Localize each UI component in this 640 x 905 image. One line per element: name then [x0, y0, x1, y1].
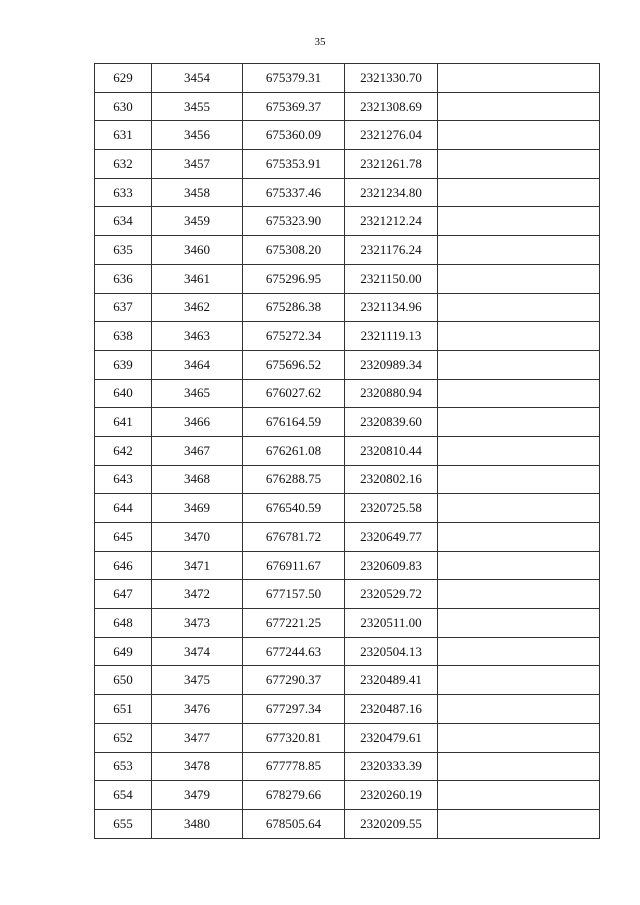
row-index-cell: 629	[95, 64, 152, 93]
note-cell	[438, 322, 600, 351]
note-cell	[438, 350, 600, 379]
x-coordinate-cell: 676164.59	[243, 408, 345, 437]
row-index-cell: 635	[95, 236, 152, 265]
row-index-cell: 632	[95, 150, 152, 179]
x-coordinate-cell: 675296.95	[243, 264, 345, 293]
point-number-cell: 3454	[152, 64, 243, 93]
note-cell	[438, 723, 600, 752]
row-index-cell: 643	[95, 465, 152, 494]
table-row	[95, 178, 600, 207]
note-cell	[438, 150, 600, 179]
point-number-cell: 3471	[152, 551, 243, 580]
table-row	[95, 809, 600, 838]
table-row	[95, 408, 600, 437]
y-coordinate-cell: 2320487.16	[345, 695, 438, 724]
table-row	[95, 523, 600, 552]
row-index-cell: 652	[95, 723, 152, 752]
row-index-cell: 645	[95, 523, 152, 552]
point-number-cell: 3465	[152, 379, 243, 408]
note-cell	[438, 264, 600, 293]
point-number-cell: 3459	[152, 207, 243, 236]
note-cell	[438, 695, 600, 724]
point-number-cell: 3468	[152, 465, 243, 494]
point-number-cell: 3476	[152, 695, 243, 724]
row-index-cell: 631	[95, 121, 152, 150]
table-row	[95, 150, 600, 179]
y-coordinate-cell: 2320209.55	[345, 809, 438, 838]
row-index-cell: 637	[95, 293, 152, 322]
note-cell	[438, 379, 600, 408]
table-row	[95, 264, 600, 293]
row-index-cell: 639	[95, 350, 152, 379]
point-number-cell: 3477	[152, 723, 243, 752]
point-number-cell: 3456	[152, 121, 243, 150]
table-row	[95, 436, 600, 465]
table-row	[95, 637, 600, 666]
note-cell	[438, 293, 600, 322]
point-number-cell: 3467	[152, 436, 243, 465]
note-cell	[438, 207, 600, 236]
table-row	[95, 494, 600, 523]
x-coordinate-cell: 676781.72	[243, 523, 345, 552]
x-coordinate-cell: 676911.67	[243, 551, 345, 580]
note-cell	[438, 178, 600, 207]
y-coordinate-cell: 2320802.16	[345, 465, 438, 494]
x-coordinate-cell: 676540.59	[243, 494, 345, 523]
x-coordinate-cell: 675308.20	[243, 236, 345, 265]
point-number-cell: 3460	[152, 236, 243, 265]
table-row	[95, 580, 600, 609]
note-cell	[438, 551, 600, 580]
table-row	[95, 64, 600, 93]
note-cell	[438, 637, 600, 666]
y-coordinate-cell: 2320880.94	[345, 379, 438, 408]
table-row	[95, 207, 600, 236]
y-coordinate-cell: 2320511.00	[345, 609, 438, 638]
note-cell	[438, 121, 600, 150]
table-row	[95, 379, 600, 408]
note-cell	[438, 92, 600, 121]
row-index-cell: 644	[95, 494, 152, 523]
point-number-cell: 3475	[152, 666, 243, 695]
y-coordinate-cell: 2321234.80	[345, 178, 438, 207]
point-number-cell: 3464	[152, 350, 243, 379]
table-body	[95, 64, 600, 839]
y-coordinate-cell: 2320260.19	[345, 781, 438, 810]
point-number-cell: 3474	[152, 637, 243, 666]
x-coordinate-cell: 675272.34	[243, 322, 345, 351]
x-coordinate-cell: 677221.25	[243, 609, 345, 638]
row-index-cell: 634	[95, 207, 152, 236]
x-coordinate-cell: 676261.08	[243, 436, 345, 465]
y-coordinate-cell: 2321261.78	[345, 150, 438, 179]
point-number-cell: 3462	[152, 293, 243, 322]
point-number-cell: 3480	[152, 809, 243, 838]
note-cell	[438, 494, 600, 523]
point-number-cell: 3478	[152, 752, 243, 781]
x-coordinate-cell: 677290.37	[243, 666, 345, 695]
y-coordinate-cell: 2320839.60	[345, 408, 438, 437]
y-coordinate-cell: 2320810.44	[345, 436, 438, 465]
point-number-cell: 3479	[152, 781, 243, 810]
row-index-cell: 630	[95, 92, 152, 121]
row-index-cell: 636	[95, 264, 152, 293]
point-number-cell: 3472	[152, 580, 243, 609]
x-coordinate-cell: 675323.90	[243, 207, 345, 236]
x-coordinate-cell: 678279.66	[243, 781, 345, 810]
table-row	[95, 293, 600, 322]
note-cell	[438, 236, 600, 265]
y-coordinate-cell: 2321276.04	[345, 121, 438, 150]
row-index-cell: 649	[95, 637, 152, 666]
table-row	[95, 236, 600, 265]
x-coordinate-cell: 678505.64	[243, 809, 345, 838]
table-row	[95, 609, 600, 638]
table-row	[95, 752, 600, 781]
note-cell	[438, 666, 600, 695]
table-row	[95, 551, 600, 580]
x-coordinate-cell: 675353.91	[243, 150, 345, 179]
table-row	[95, 92, 600, 121]
x-coordinate-cell: 675696.52	[243, 350, 345, 379]
row-index-cell: 638	[95, 322, 152, 351]
note-cell	[438, 436, 600, 465]
x-coordinate-cell: 675360.09	[243, 121, 345, 150]
table-row	[95, 465, 600, 494]
point-number-cell: 3466	[152, 408, 243, 437]
y-coordinate-cell: 2320479.61	[345, 723, 438, 752]
note-cell	[438, 580, 600, 609]
row-index-cell: 653	[95, 752, 152, 781]
x-coordinate-cell: 676288.75	[243, 465, 345, 494]
row-index-cell: 642	[95, 436, 152, 465]
table-row	[95, 666, 600, 695]
y-coordinate-cell: 2320725.58	[345, 494, 438, 523]
y-coordinate-cell: 2320609.83	[345, 551, 438, 580]
point-number-cell: 3455	[152, 92, 243, 121]
table-row	[95, 723, 600, 752]
y-coordinate-cell: 2321176.24	[345, 236, 438, 265]
y-coordinate-cell: 2321212.24	[345, 207, 438, 236]
y-coordinate-cell: 2320649.77	[345, 523, 438, 552]
page-number: 35	[314, 36, 326, 48]
note-cell	[438, 408, 600, 437]
note-cell	[438, 781, 600, 810]
row-index-cell: 651	[95, 695, 152, 724]
y-coordinate-cell: 2321134.96	[345, 293, 438, 322]
row-index-cell: 646	[95, 551, 152, 580]
row-index-cell: 633	[95, 178, 152, 207]
row-index-cell: 648	[95, 609, 152, 638]
y-coordinate-cell: 2321308.69	[345, 92, 438, 121]
y-coordinate-cell: 2320989.34	[345, 350, 438, 379]
x-coordinate-cell: 677157.50	[243, 580, 345, 609]
note-cell	[438, 64, 600, 93]
row-index-cell: 650	[95, 666, 152, 695]
point-number-cell: 3470	[152, 523, 243, 552]
y-coordinate-cell: 2321119.13	[345, 322, 438, 351]
note-cell	[438, 752, 600, 781]
table-row	[95, 781, 600, 810]
point-number-cell: 3473	[152, 609, 243, 638]
note-cell	[438, 465, 600, 494]
note-cell	[438, 809, 600, 838]
table-row	[95, 322, 600, 351]
table-row	[95, 350, 600, 379]
note-cell	[438, 609, 600, 638]
coordinates-table	[94, 63, 600, 839]
table-row	[95, 121, 600, 150]
x-coordinate-cell: 675286.38	[243, 293, 345, 322]
y-coordinate-cell: 2320504.13	[345, 637, 438, 666]
row-index-cell: 655	[95, 809, 152, 838]
x-coordinate-cell: 677320.81	[243, 723, 345, 752]
x-coordinate-cell: 677297.34	[243, 695, 345, 724]
y-coordinate-cell: 2320333.39	[345, 752, 438, 781]
y-coordinate-cell: 2320489.41	[345, 666, 438, 695]
point-number-cell: 3461	[152, 264, 243, 293]
x-coordinate-cell: 675369.37	[243, 92, 345, 121]
row-index-cell: 654	[95, 781, 152, 810]
y-coordinate-cell: 2321330.70	[345, 64, 438, 93]
x-coordinate-cell: 676027.62	[243, 379, 345, 408]
y-coordinate-cell: 2320529.72	[345, 580, 438, 609]
row-index-cell: 641	[95, 408, 152, 437]
x-coordinate-cell: 675337.46	[243, 178, 345, 207]
table-row	[95, 695, 600, 724]
point-number-cell: 3458	[152, 178, 243, 207]
point-number-cell: 3457	[152, 150, 243, 179]
x-coordinate-cell: 677244.63	[243, 637, 345, 666]
note-cell	[438, 523, 600, 552]
x-coordinate-cell: 677778.85	[243, 752, 345, 781]
point-number-cell: 3469	[152, 494, 243, 523]
row-index-cell: 640	[95, 379, 152, 408]
row-index-cell: 647	[95, 580, 152, 609]
y-coordinate-cell: 2321150.00	[345, 264, 438, 293]
x-coordinate-cell: 675379.31	[243, 64, 345, 93]
point-number-cell: 3463	[152, 322, 243, 351]
